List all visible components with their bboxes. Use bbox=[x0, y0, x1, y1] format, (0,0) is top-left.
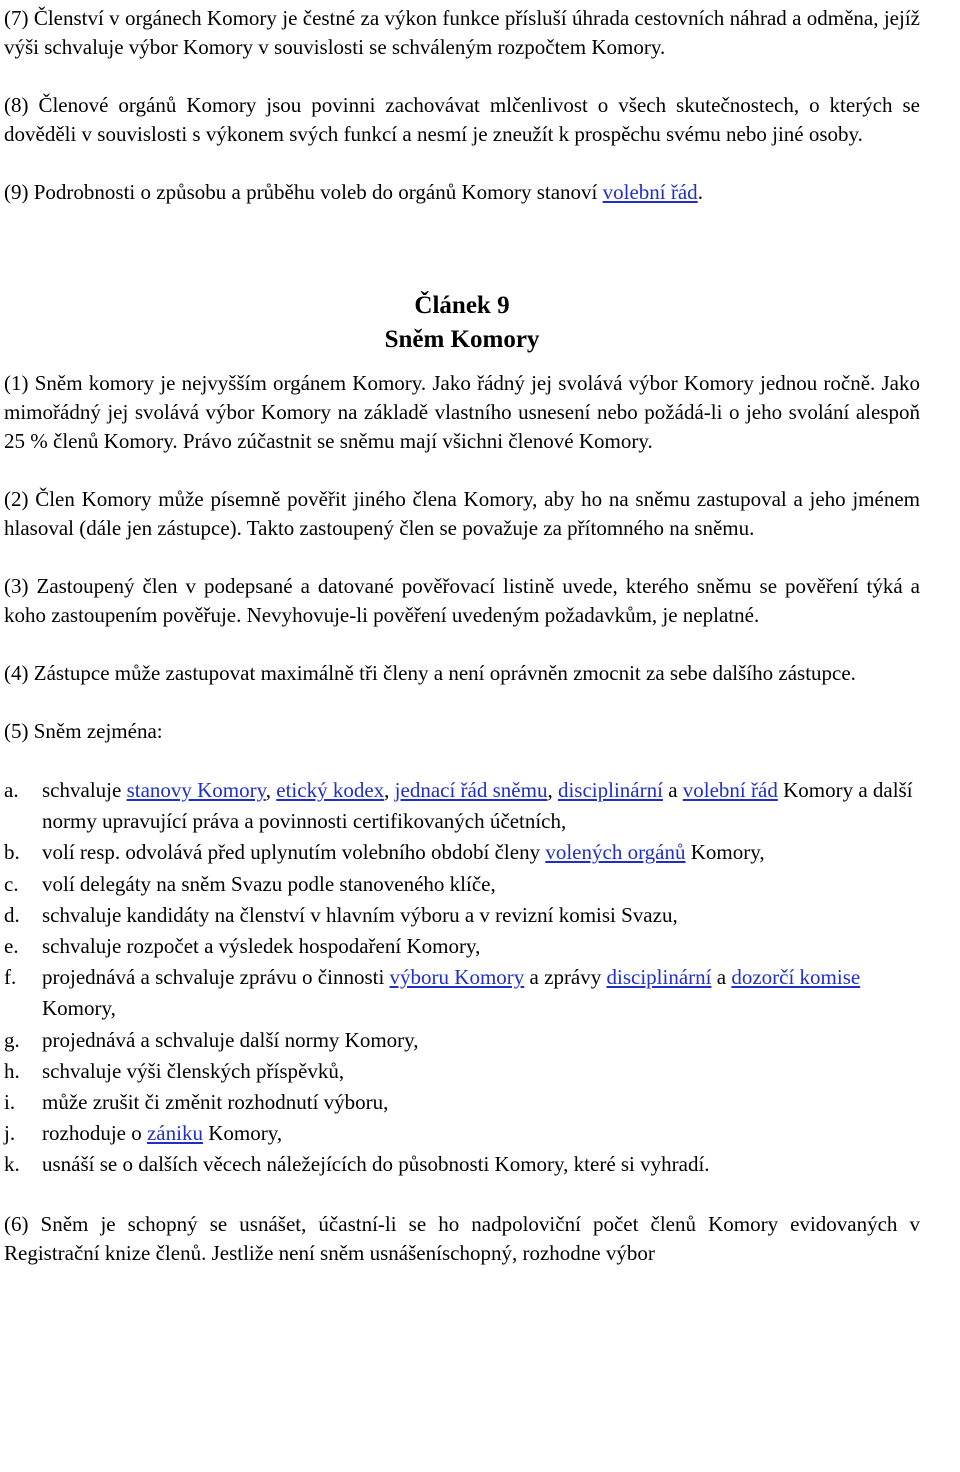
list-item-text: schvaluje kandidáty na členství v hlavním výboru a v revizní komisi Svazu, bbox=[42, 902, 678, 927]
list-marker: e. bbox=[4, 934, 19, 959]
list-item-text bbox=[42, 1118, 920, 1149]
text: Komory, bbox=[202, 1121, 283, 1146]
link-vyboru-komory[interactable]: výboru Komory bbox=[389, 965, 525, 990]
article-number: Článek 9 bbox=[414, 292, 510, 319]
paragraph-7: (7) Členství v orgánech Komory je čestné za výkon funkce přísluší úhrada cestovních náhrad a odměna, jejíž výši schvaluje výbor Komory v souvislosti se schváleným rozpočtem Komory. bbox=[4, 6, 920, 59]
text: projednává a schvaluje zprávu o činnosti bbox=[42, 965, 390, 990]
list-item-text bbox=[42, 837, 920, 868]
list-item-text: volí delegáty na sněm Svazu podle stanoveného klíče, bbox=[42, 871, 496, 896]
list-item bbox=[4, 1149, 920, 1180]
list-item bbox=[4, 962, 920, 1024]
list-marker: i. bbox=[4, 1090, 16, 1115]
list-marker: g. bbox=[4, 1027, 20, 1052]
list-item bbox=[4, 1056, 920, 1087]
link-volebni-rad[interactable]: volební řád bbox=[602, 180, 698, 204]
list-marker: k. bbox=[4, 1152, 20, 1177]
section-5: (5) Sněm zejména: bbox=[4, 719, 163, 743]
link-stanovy-komory[interactable]: stanovy Komory bbox=[126, 778, 266, 802]
text: , bbox=[265, 778, 277, 802]
link-disciplinarni[interactable]: disciplinární bbox=[557, 778, 663, 802]
paragraph-9-text: (9) Podrobnosti o způsobu a průběhu voleb do orgánů Komory stanoví bbox=[4, 180, 603, 204]
text: , bbox=[384, 778, 395, 802]
list-item-text: může zrušit či změnit rozhodnutí výboru, bbox=[42, 1090, 389, 1115]
list-item bbox=[4, 900, 920, 931]
text: a zprávy bbox=[524, 965, 607, 990]
list-item bbox=[4, 931, 920, 962]
article-heading bbox=[4, 289, 920, 357]
text: schvaluje bbox=[42, 778, 127, 802]
list-item-text: projednává a schvaluje další normy Komory, bbox=[42, 1027, 419, 1052]
list-item-text bbox=[42, 775, 920, 837]
list-marker: d. bbox=[4, 902, 20, 927]
duties-list bbox=[4, 775, 920, 1181]
list-item-text: schvaluje výši členských příspěvků, bbox=[42, 1058, 345, 1083]
section-1: (1) Sněm komory je nejvyšším orgánem Komory. Jako řádný jej svolává výbor Komory jednou ročně. Jako mimořádný jej svolává výbor Komory na základě vlastního usnesení nebo požádá-li o jeho svolání alespoň 25 % členů Komory. Právo zúčastnit se sněmu mají všichni členové Komory. bbox=[4, 371, 920, 453]
text: volí resp. odvolává před uplynutím volebního období členy bbox=[42, 840, 546, 865]
section-6: (6) Sněm je schopný se usnášet, účastní-li se ho nadpoloviční počet členů Komory evidovaných v Registrační knize členů. Jestliže není sněm usnášeníschopný, rozhodne výbor bbox=[4, 1211, 920, 1265]
text: , bbox=[547, 778, 558, 802]
article-title: Sněm Komory bbox=[384, 326, 540, 353]
list-marker: c. bbox=[4, 871, 19, 896]
list-item bbox=[4, 1087, 920, 1118]
link-dozorci-komise[interactable]: dozorčí komise bbox=[731, 965, 861, 990]
list-marker: f. bbox=[4, 965, 17, 990]
section-4: (4) Zástupce může zastupovat maximálně tři členy a není oprávněn zmocnit za sebe dalšího zástupce. bbox=[4, 661, 856, 685]
text: a bbox=[711, 965, 732, 990]
list-marker: j. bbox=[4, 1121, 16, 1146]
link-disciplinarni[interactable]: disciplinární bbox=[606, 965, 712, 990]
list-marker: b. bbox=[4, 840, 20, 865]
list-marker: h. bbox=[4, 1058, 20, 1083]
list-item bbox=[4, 775, 920, 837]
link-eticky-kodex[interactable]: etický kodex bbox=[276, 778, 385, 802]
list-item bbox=[4, 1118, 920, 1149]
text: a bbox=[662, 778, 683, 802]
link-volenych-organu[interactable]: volených orgánů bbox=[545, 840, 686, 865]
section-3: (3) Zastoupený člen v podepsané a datované pověřovací listině uvede, kterého sněmu se pověření týká a koho zastoupením pověřuje. Nevyhovuje-li pověření uvedeným požadavkům, je neplatné. bbox=[4, 574, 920, 627]
link-jednaci-rad-snemu[interactable]: jednací řád sněmu bbox=[394, 778, 548, 802]
text: Komory a další normy upravující práva a povinnosti certifikovaných účetních, bbox=[42, 778, 913, 834]
list-item bbox=[4, 1025, 920, 1056]
section-2: (2) Člen Komory může písemně pověřit jiného člena Komory, aby ho na sněmu zastupoval a jeho jménem hlasoval (dále jen zástupce). Takto zastoupený člen se považuje za přítomného na sněmu. bbox=[4, 487, 920, 540]
list-marker: a. bbox=[4, 778, 19, 802]
text: Komory, bbox=[685, 840, 765, 865]
list-item-text: usnáší se o dalších věcech náležejících do působnosti Komory, které si vyhradí. bbox=[42, 1152, 710, 1177]
list-item-text bbox=[42, 962, 920, 1024]
paragraph-9 bbox=[4, 178, 920, 207]
list-item-text: schvaluje rozpočet a výsledek hospodaření Komory, bbox=[42, 934, 481, 959]
link-zaniku[interactable]: zániku bbox=[146, 1121, 203, 1146]
link-volebni-rad[interactable]: volební řád bbox=[682, 778, 778, 802]
paragraph-8: (8) Členové orgánů Komory jsou povinni zachovávat mlčenlivost o všech skutečnostech, o kterých se dověděli v souvislosti s výkonem svých funkcí a nesmí je zneužít k prospěchu svému nebo jiné osoby. bbox=[4, 93, 920, 146]
text: rozhoduje o bbox=[42, 1121, 147, 1146]
paragraph-9-end: . bbox=[697, 180, 703, 204]
list-item bbox=[4, 837, 920, 868]
list-item bbox=[4, 869, 920, 900]
text: Komory, bbox=[42, 996, 116, 1021]
